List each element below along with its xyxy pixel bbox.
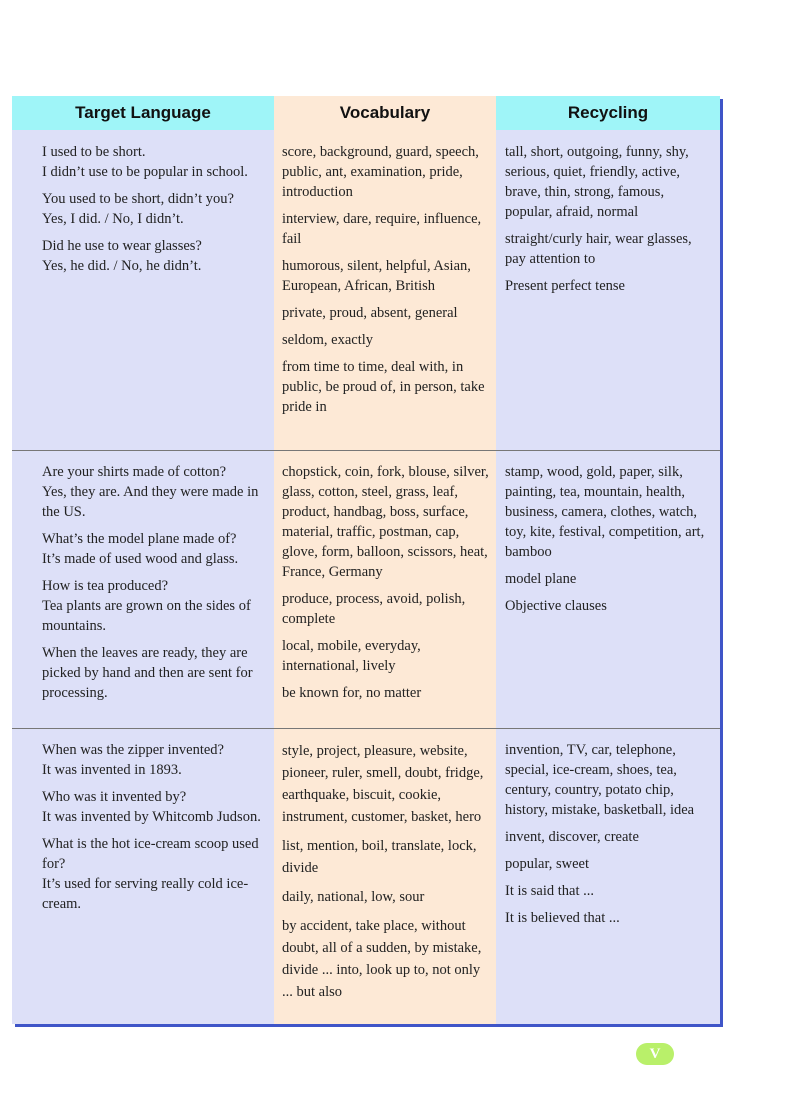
vocabulary-item: by accident, take place, without doubt, all of a sudden, by mistake, divide ... into, look up to, not only ... but also (282, 918, 482, 1000)
recycling-item: popular, sweet (505, 856, 589, 872)
page-number-badge: V (636, 1043, 674, 1065)
target-language-item: How is tea produced? Tea plants are grown on the sides of mountains. (42, 578, 251, 634)
vocabulary-item: interview, dare, require, influence, fail (282, 211, 482, 247)
target-language-item: What’s the model plane made of? It’s made of used wood and glass. (42, 531, 239, 567)
row-3-target-language (42, 740, 268, 921)
header-recycling: Recycling (496, 96, 720, 130)
target-language-item: When was the zipper invented? It was invented in 1893. (42, 742, 224, 778)
vocabulary-item: local, mobile, everyday, international, lively (282, 638, 421, 674)
target-language-item: Are your shirts made of cotton? Yes, they are. And they were made in the US. (42, 464, 259, 520)
row-2-target-language (42, 462, 268, 710)
header-target-language: Target Language (12, 96, 274, 130)
table-header (12, 96, 720, 130)
row-3-recycling (505, 740, 715, 935)
syllabus-table (12, 96, 720, 1024)
target-language-item: Who was it invented by? It was invented by Whitcomb Judson. (42, 789, 261, 825)
recycling-item: Present perfect tense (505, 278, 625, 294)
recycling-item: stamp, wood, gold, paper, silk, painting, tea, mountain, health, business, camera, clothes, watch, toy, kite, festival, competition, art, bamboo (505, 464, 705, 560)
target-language-item: When the leaves are ready, they are picked by hand and then are sent for processing. (42, 645, 253, 701)
target-language-item: What is the hot ice-cream scoop used for? It’s used for serving really cold ice-cream. (42, 836, 259, 912)
recycling-item: It is believed that ... (505, 910, 620, 926)
row-1-target-language (42, 142, 268, 283)
recycling-item: tall, short, outgoing, funny, shy, serious, quiet, friendly, active, brave, thin, strong, famous, popular, afraid, normal (505, 144, 689, 220)
vocabulary-item: style, project, pleasure, website, pioneer, ruler, smell, doubt, fridge, earthquake, biscuit, cookie, instrument, customer, basket, hero (282, 743, 484, 825)
header-vocabulary: Vocabulary (274, 96, 496, 130)
row-3-vocabulary (282, 740, 492, 1010)
vocabulary-item: score, background, guard, speech, public, ant, examination, pride, introduction (282, 144, 479, 200)
target-language-item: I used to be short. I didn’t use to be popular in school. (42, 144, 248, 180)
vocabulary-item: list, mention, boil, translate, lock, divide (282, 838, 477, 876)
recycling-item: straight/curly hair, wear glasses, pay attention to (505, 231, 692, 267)
recycling-item: Objective clauses (505, 598, 607, 614)
vocabulary-item: daily, national, low, sour (282, 889, 425, 905)
row-2-recycling (505, 462, 715, 623)
row-1-recycling (505, 142, 713, 303)
vocabulary-item: humorous, silent, helpful, Asian, European, African, British (282, 258, 471, 294)
row-divider (12, 728, 720, 729)
recycling-item: It is said that ... (505, 883, 595, 899)
row-divider (12, 450, 720, 451)
vocabulary-item: seldom, exactly (282, 332, 374, 348)
vocabulary-item: from time to time, deal with, in public, be proud of, in person, take pride in (282, 359, 485, 415)
vocabulary-item: private, proud, absent, general (282, 305, 458, 321)
vocabulary-item: produce, process, avoid, polish, complete (282, 591, 466, 627)
recycling-item: model plane (505, 571, 577, 587)
vocabulary-item: chopstick, coin, fork, blouse, silver, glass, cotton, steel, grass, leaf, product, handbag, boss, surface, material, traffic, postman, cap, glove, form, balloon, scissors, heat, France, Germany (282, 464, 489, 580)
recycling-item: invention, TV, car, telephone, special, ice-cream, shoes, tea, century, country, potato chip, history, mistake, basketball, idea (505, 742, 695, 818)
vocabulary-item: be known for, no matter (282, 685, 422, 701)
target-language-item: Did he use to wear glasses? Yes, he did. / No, he didn’t. (42, 238, 202, 274)
target-language-item: You used to be short, didn’t you? Yes, I did. / No, I didn’t. (42, 191, 234, 227)
row-1-vocabulary (282, 142, 490, 424)
row-2-vocabulary (282, 462, 492, 710)
recycling-item: invent, discover, create (505, 829, 639, 845)
